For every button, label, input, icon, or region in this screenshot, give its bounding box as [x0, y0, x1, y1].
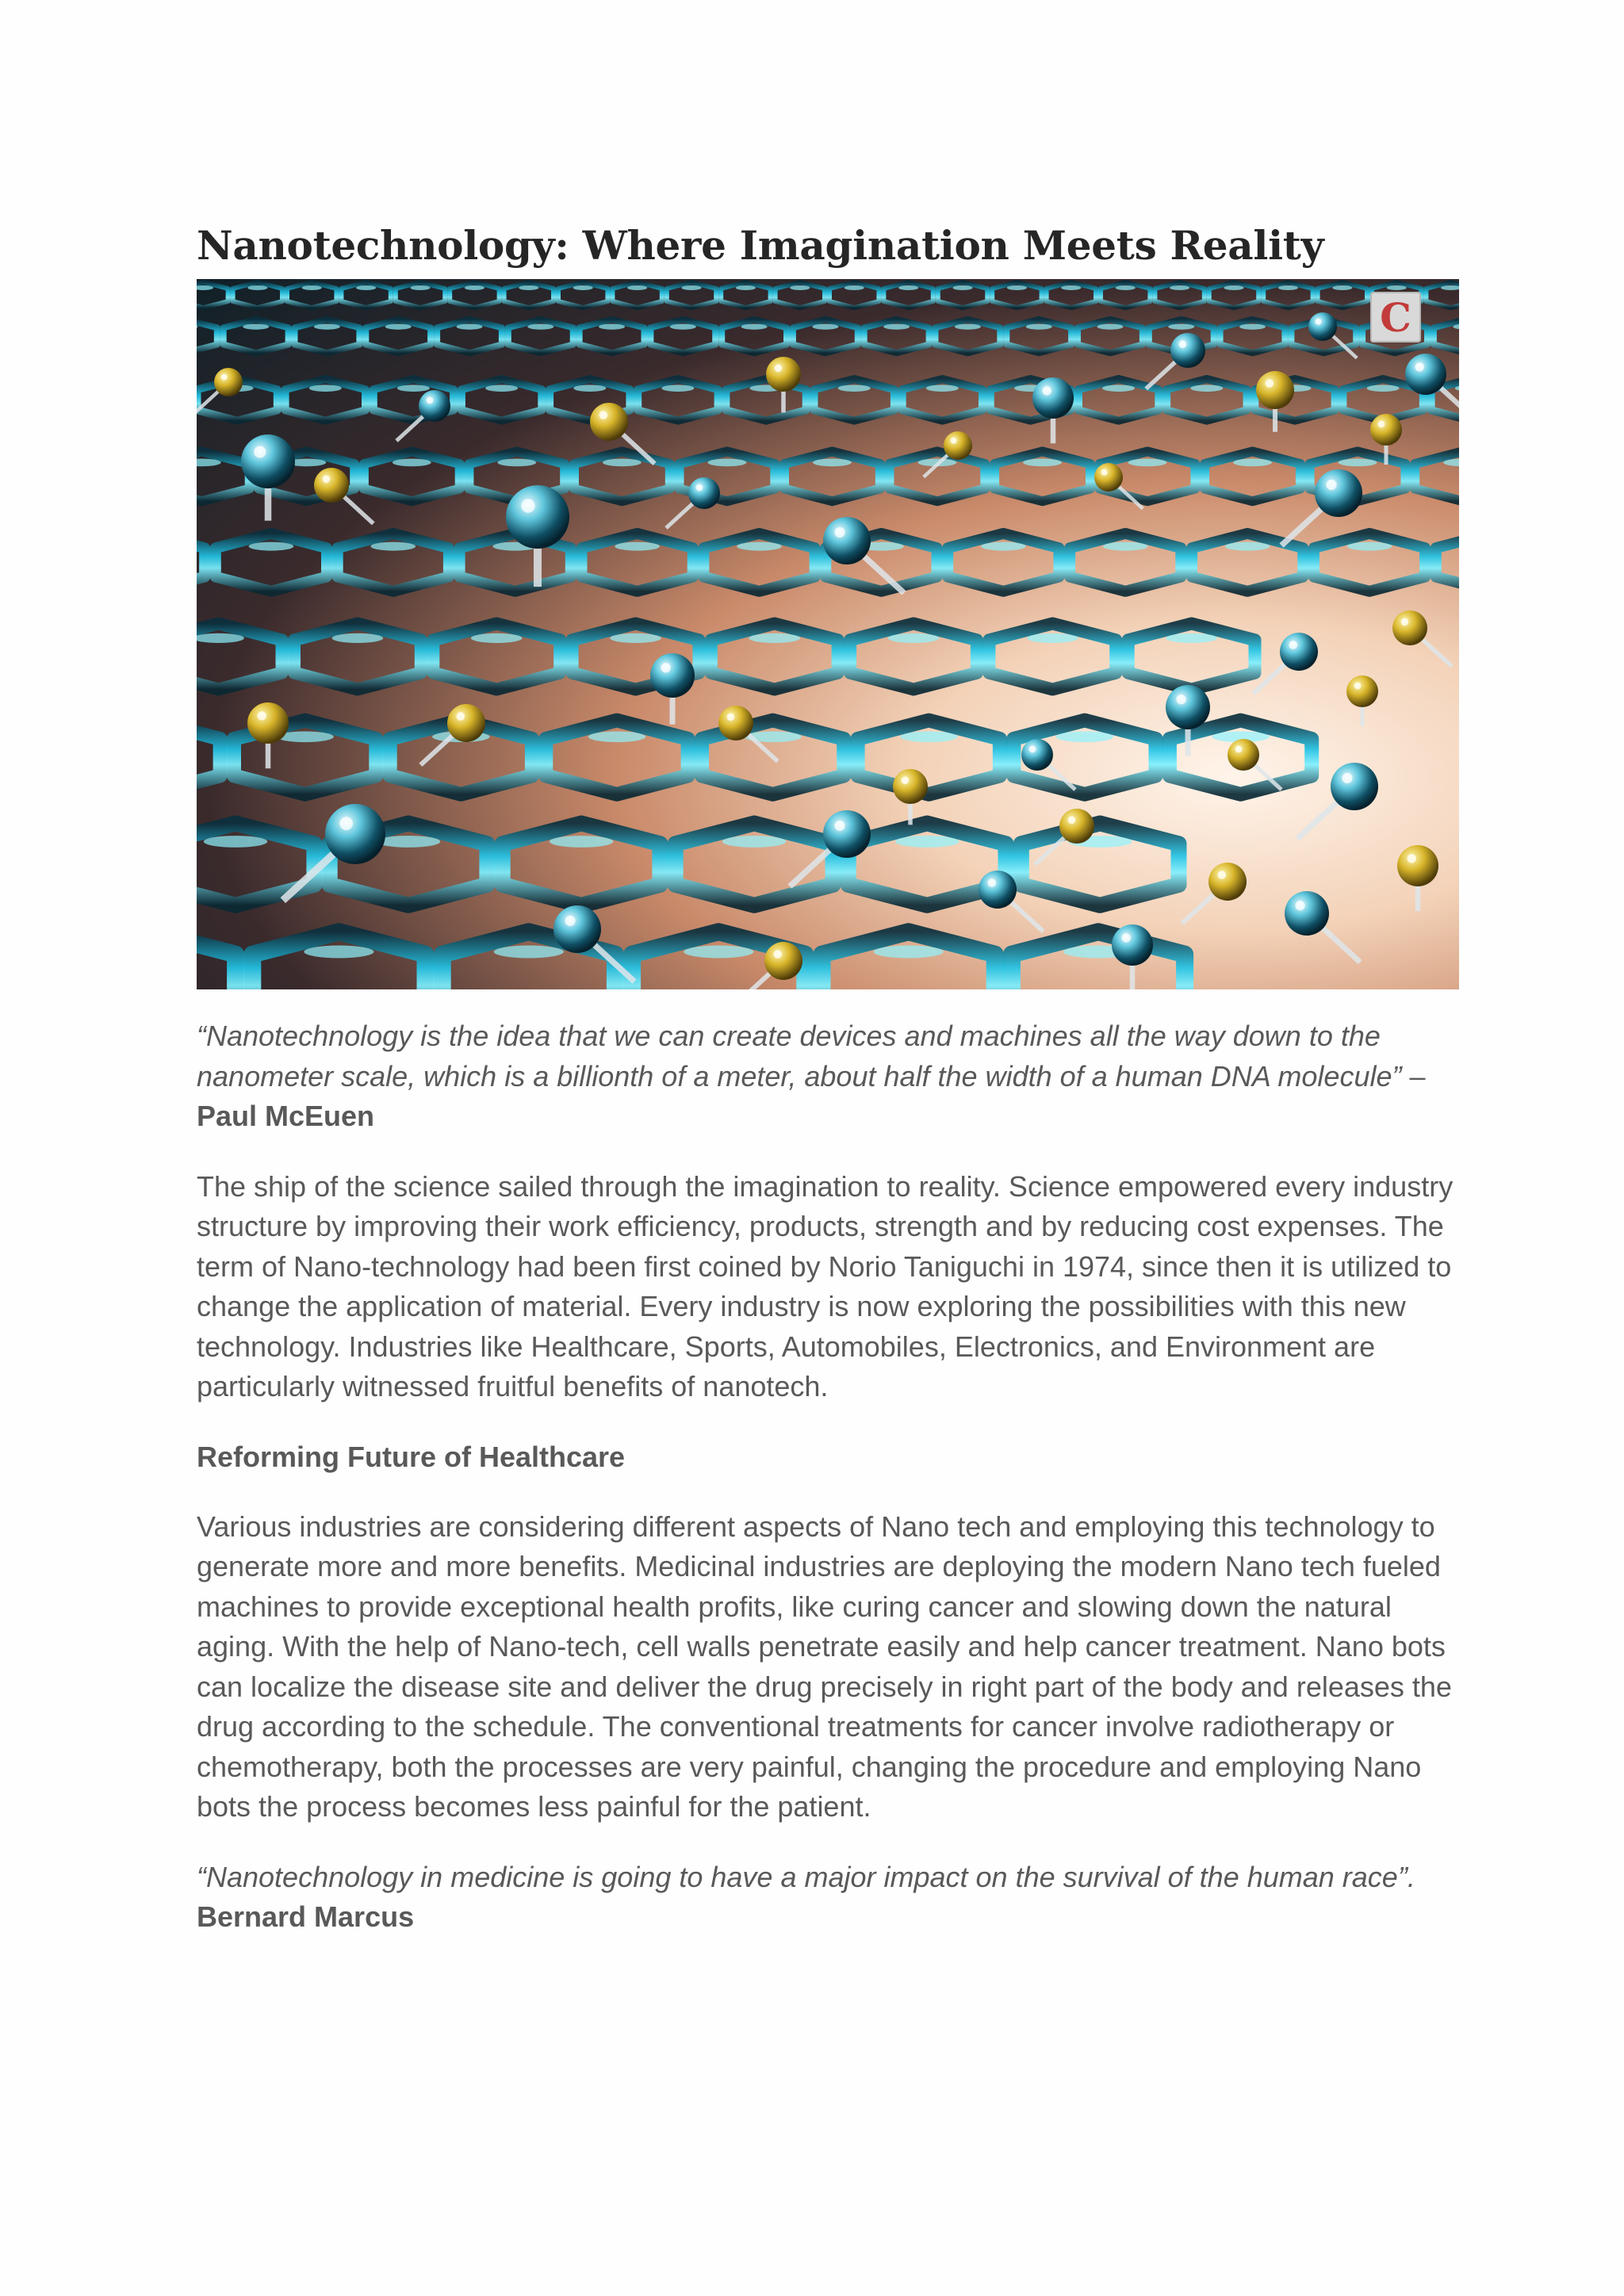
article-title: Nanotechnology: Where Imagination Meets Reality — [197, 222, 1324, 269]
quote-marcus — [197, 1858, 1459, 1938]
quote-marcus-author: Bernard Marcus — [197, 1900, 415, 1933]
section-heading-healthcare: Reforming Future of Healthcare — [197, 1440, 626, 1473]
quote-mceuen — [197, 1016, 1459, 1137]
quote-mceuen-text: “Nanotechnology is the idea that we can create devices and machines all the way down to the nanometer scale, which is a billionth of a meter, about half the width of a human DNA molecule” — [197, 1020, 1402, 1093]
hero-image — [197, 279, 1459, 989]
healthcare-paragraph: Various industries are considering different aspects of Nano tech and employing this technology to generate more and more benefits. Medicinal industries are deploying the modern Nano tech fueled machines to provide exceptional health profits, like curing cancer and slowing down the natural aging. With the help of Nano-tech, cell walls penetrate easily and help cancer treatment. Nano bots can localize the disease site and deliver the drug precisely in right part of the body and releases the drug according to the schedule. The conventional treatments for cancer involve radiotherapy or chemotherapy, both the processes are very painful, changing the procedure and employing Nano bots the process becomes less painful for the patient. — [197, 1510, 1452, 1823]
intro-paragraph: The ship of the science sailed through the imagination to reality. Science empowered every industry structure by improving their work efficiency, products, strength and by reducing cost expenses. The term of Nano-technology had been first coined by Norio Taniguchi in 1974, since then it is utilized to change the application of material. Every industry is now exploring the possibilities with this new technology. Industries like Healthcare, Sports, Automobiles, Electronics, and Environment are particularly witnessed fruitful benefits of nanotech. — [197, 1169, 1454, 1402]
quote-marcus-text: “Nanotechnology in medicine is going to have a major impact on the survival of the human race”. — [197, 1860, 1415, 1893]
publisher-logo: C — [1370, 292, 1421, 342]
nanostructure-illustration — [197, 279, 1459, 989]
quote-mceuen-dash: – — [1401, 1059, 1426, 1093]
quote-mceuen-author: Paul McEuen — [197, 1100, 375, 1132]
article — [197, 222, 1459, 1938]
